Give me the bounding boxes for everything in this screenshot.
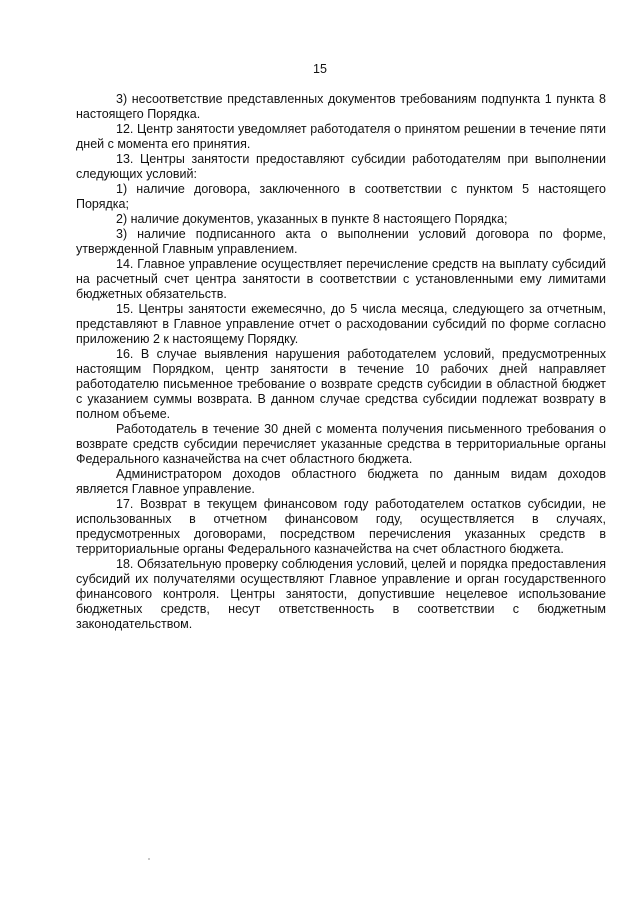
paragraph-refund-30-days: Работодатель в течение 30 дней с момента получения письменного требования о возврате средств субсидии перечисляет указанные средства в территориальные органы Федерального казначейства на счет областного бюджета.	[76, 422, 606, 466]
scan-dot	[148, 858, 150, 860]
paragraph-13-conditions: 13. Центры занятости предоставляют субсидии работодателям при выполнении следующих условий:	[76, 152, 606, 181]
paragraph-condition-3: 3) наличие подписанного акта о выполнении условий договора по форме, утвержденной Главным управлением.	[76, 227, 606, 256]
paragraph-condition-2: 2) наличие документов, указанных в пункте 8 настоящего Порядка;	[116, 212, 508, 226]
page-number: 15	[313, 62, 327, 76]
paragraph-item-3-nonconformity: 3) несоответствие представленных документов требованиям подпункта 1 пункта 8 настоящего Порядка.	[76, 92, 606, 121]
document-body	[76, 92, 606, 632]
paragraph-14-transfer: 14. Главное управление осуществляет перечисление средств на выплату субсидий на расчетный счет центра занятости в соответствии с установленными ему лимитами бюджетных обязательств.	[76, 257, 606, 301]
paragraph-revenue-administrator: Администратором доходов областного бюджета по данным видам доходов является Главное управление.	[76, 467, 606, 496]
paragraph-16-violation: 16. В случае выявления нарушения работодателем условий, предусмотренных настоящим Порядком, центр занятости в течение 10 рабочих дней направляет работодателю письменное требование о возврате средств субсидии в областной бюджет с указанием суммы возврата. В данном случае средства субсидии подлежат возврату в полном объеме.	[76, 347, 606, 421]
paragraph-12-notification: 12. Центр занятости уведомляет работодателя о принятом решении в течение пяти дней с момента его принятия.	[76, 122, 606, 151]
paragraph-15-report: 15. Центры занятости ежемесячно, до 5 числа месяца, следующего за отчетным, представляют в Главное управление отчет о расходовании субсидий по форме согласно приложению 2 к настоящему Порядку.	[76, 302, 606, 346]
paragraph-condition-1: 1) наличие договора, заключенного в соответствии с пунктом 5 настоящего Порядка;	[76, 182, 606, 211]
paragraph-18-inspection: 18. Обязательную проверку соблюдения условий, целей и порядка предоставления субсидий их получателями осуществляют Главное управление и орган государственного финансового контроля. Центры занятости, допустившие нецелевое использование бюджетных средств, несут ответственность в соответствии с бюджетным законодательством.	[76, 557, 606, 631]
paragraph-17-return-remainder: 17. Возврат в текущем финансовом году работодателем остатков субсидии, не использованных в отчетном финансовом году, осуществляется в случаях, предусмотренных договорами, посредством перечисления указанных средств в территориальные органы Федерального казначейства на счет областного бюджета.	[76, 497, 606, 556]
